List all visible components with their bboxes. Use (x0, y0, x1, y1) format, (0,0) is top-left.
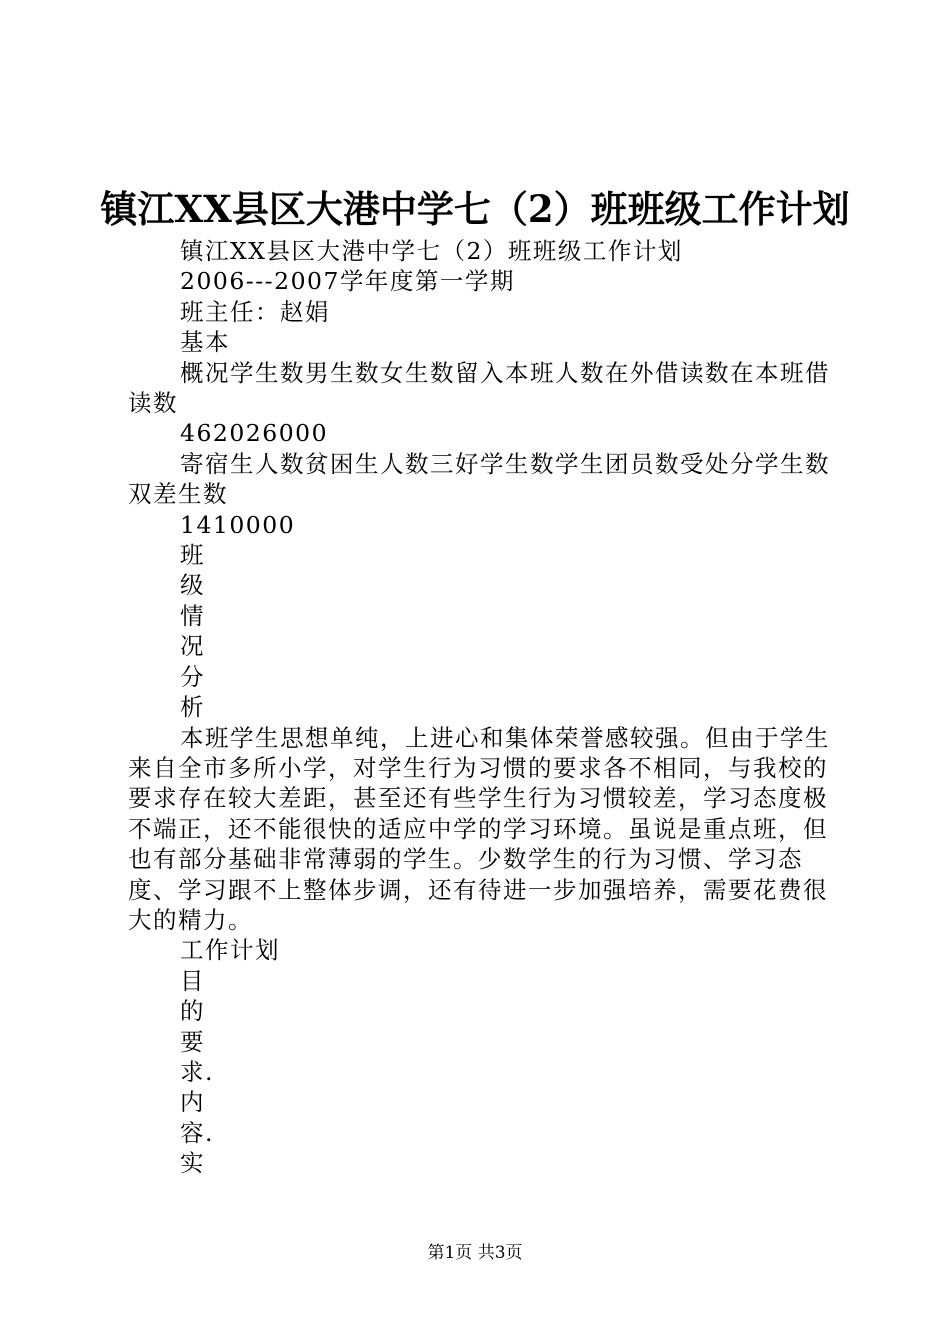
paragraph: 分 (180, 662, 205, 691)
paragraph: 的 (180, 997, 205, 1026)
paragraph: 况 (180, 632, 205, 661)
paragraph: 基本 (180, 328, 230, 357)
paragraph: 求. (180, 1057, 214, 1086)
paragraph: 镇江XX县区大港中学七（2）班班级工作计划 (180, 237, 683, 265)
document-title: 镇江XX县区大港中学七（2）班班级工作计划 (100, 187, 850, 231)
paragraph: 容. (180, 1118, 214, 1147)
document-body (128, 236, 833, 1179)
paragraph: 工作计划 (180, 936, 280, 965)
paragraph: 462026000 (180, 419, 329, 448)
paragraph: 班主任：赵娟 (180, 297, 330, 326)
paragraph: 要 (180, 1027, 205, 1056)
paragraph: 目 (180, 966, 205, 995)
paragraph: 班 (180, 541, 205, 570)
paragraph: 概况学生数男生数女生数留入本班人数在外借读数在本班借读数 (128, 358, 830, 418)
paragraph: 情 (180, 601, 205, 630)
paragraph: 2006---2007学年度第一学期 (180, 267, 515, 296)
paragraph: 1410000 (180, 510, 296, 539)
paragraph: 级 (180, 571, 205, 600)
paragraph: 寄宿生人数贫困生人数三好学生数学生团员数受处分学生数双差生数 (128, 449, 830, 509)
paragraph: 析 (180, 693, 205, 722)
page-footer: 第1页 共3页 (427, 1243, 523, 1263)
paragraph: 实 (180, 1149, 205, 1178)
paragraph: 内 (180, 1088, 205, 1117)
paragraph: 本班学生思想单纯，上进心和集体荣誉感较强。但由于学生来自全市多所小学，对学生行为习惯的要求各不相同，与我校的要求存在较大差距，甚至还有些学生行为习惯较差，学习态度极不端正，还不能很快的适应中学的学习环境。虽说是重点班，但也有部分基础非常薄弱的学生。少数学生的行为习惯、学习态度、学习跟不上整体步调，还有待进一步加强培养，需要花费很大的精力。 (128, 723, 830, 934)
